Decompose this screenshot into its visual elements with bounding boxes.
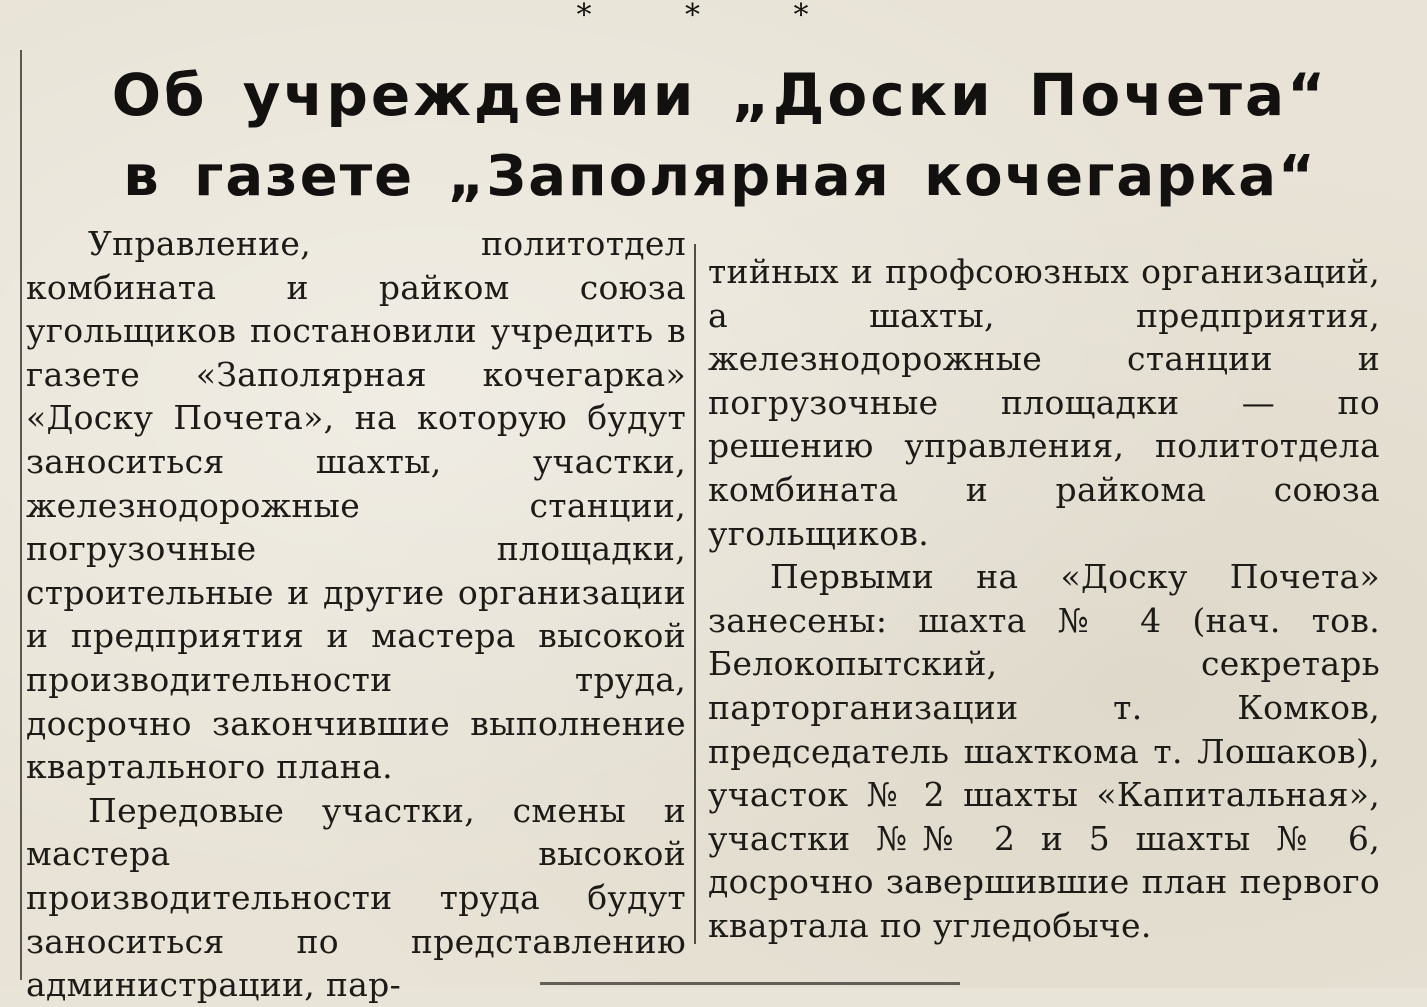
paragraph-3: Первыми на «Доску Почета» занесены: шахта № 4 (нач. тов. Белокопытский, секретарь парторганизации т. Комков, председатель шахткома т. Лошаков), участок № 2 шахты «Капитальная», участки №№ 2 и 5 шахты № 6, досрочно завершившие план первого квартала по угледобыче.	[708, 557, 1380, 945]
article-headline	[60, 52, 1380, 216]
paragraph-1: Управление, политотдел комбината и райком союза угольщиков постановили учредить в газете «Заполярная кочегарка» «Доску Почета», на которую будут заноситься шахты, участки, железнодорожные станции, погрузочные площадки, строительные и другие организации и предприятия и мастера высокой производительности труда, досрочно закончившие выполнение квартального плана.	[26, 224, 686, 787]
column-divider	[694, 244, 696, 944]
decorative-stars: * * *	[576, 0, 851, 33]
headline-line-1: Об учреждении „Доски Почета“	[111, 61, 1329, 129]
paragraph-2: Передовые участки, смены и мастера высокой производительности труда будут заноситься по представлению администрации, пар-	[26, 790, 686, 1005]
paragraph-2-continued: тийных и профсоюзных организаций, а шахты, предприятия, железнодорожные станции и погрузочные площадки — по решению управления, политотдела комбината и райкома союза угольщиков.	[708, 252, 1380, 553]
headline-line-2: в газете „Заполярная кочегарка“	[123, 144, 1317, 209]
bottom-rule	[540, 982, 960, 985]
article-column-left	[26, 222, 686, 1007]
article-column-right	[708, 250, 1380, 948]
left-margin-rule	[20, 50, 22, 980]
